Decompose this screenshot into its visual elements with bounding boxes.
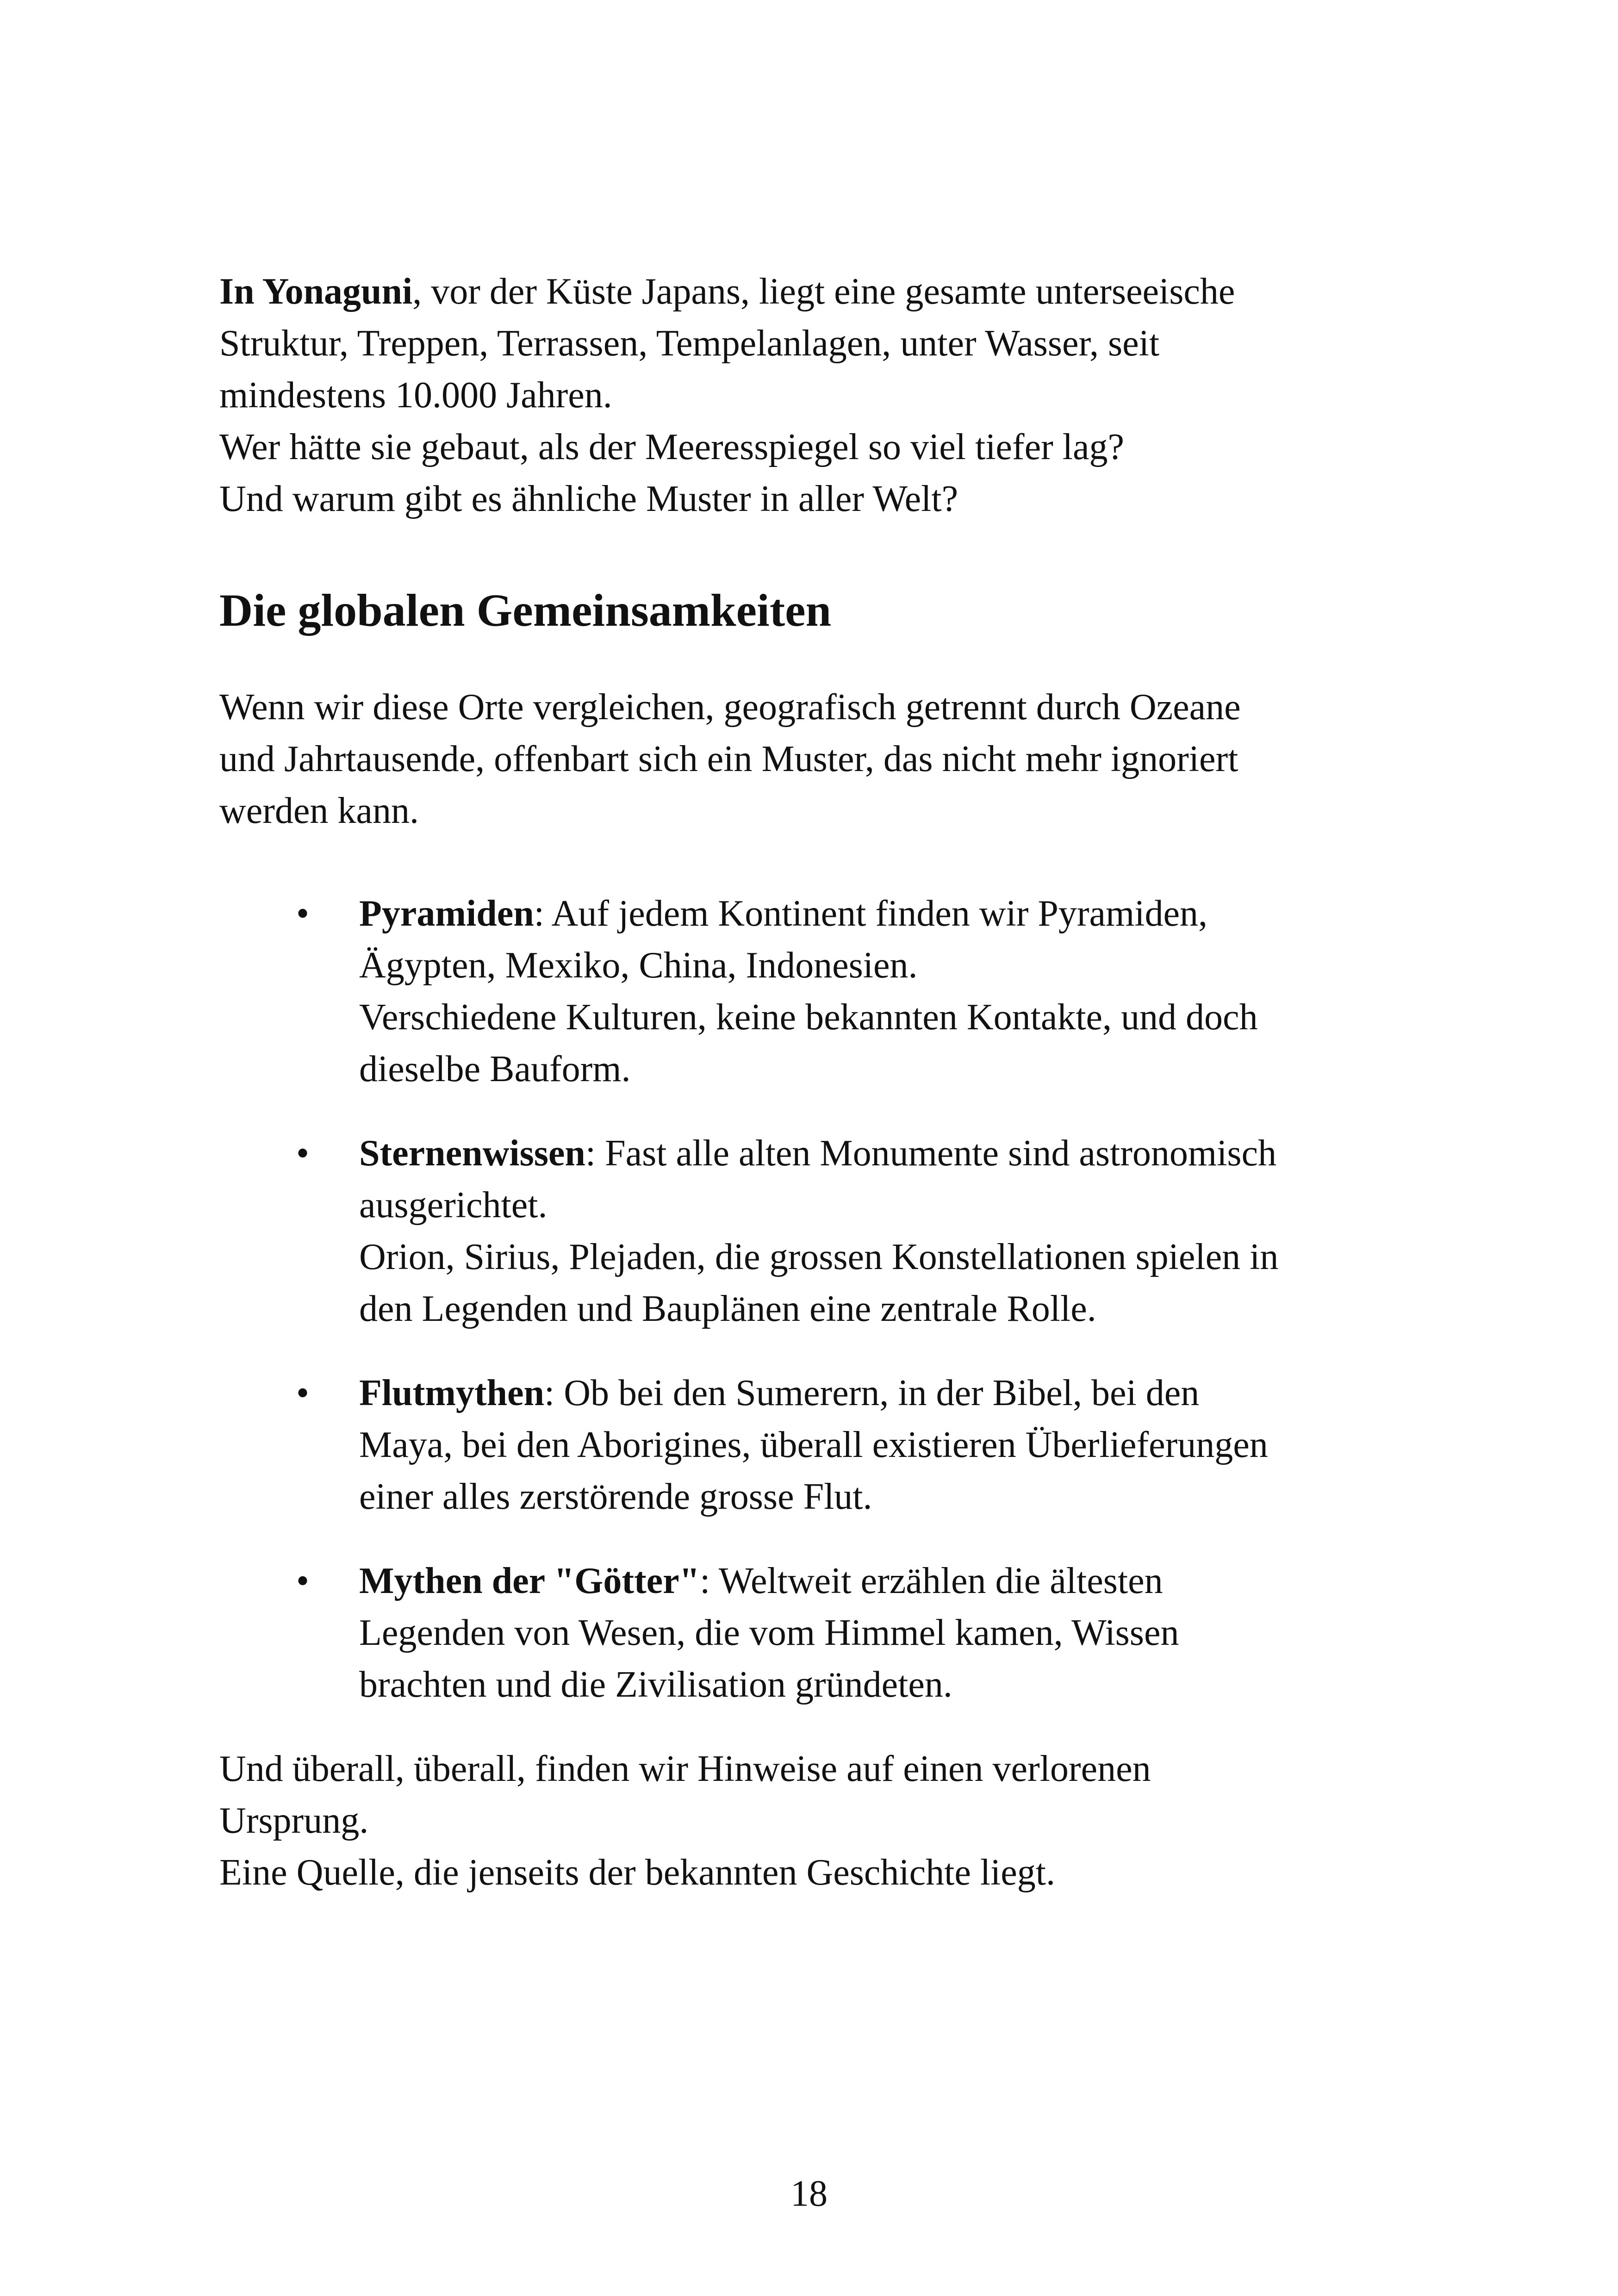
section-lead-paragraph	[219, 681, 1413, 837]
outro-line-1: Und überall, überall, finden wir Hinweise auf einen verlorenen	[219, 1748, 1151, 1789]
bullet-dot-icon: •	[296, 1133, 309, 1174]
bullet-item-flutmythen	[219, 1367, 1413, 1523]
bullet-text-line: brachten und die Zivilisation gründeten.	[359, 1664, 952, 1705]
intro-lead-bold: In Yonaguni	[219, 271, 413, 312]
bullet-text-line: ausgerichtet.	[359, 1185, 548, 1226]
lead-line-2: und Jahrtausende, offenbart sich ein Muster, das nicht mehr ignoriert	[219, 739, 1238, 779]
intro-line-4: Wer hätte sie gebaut, als der Meeresspiegel so viel tiefer lag?	[219, 427, 1124, 467]
bullet-list	[219, 888, 1413, 1711]
bullet-item-sternenwissen	[219, 1127, 1413, 1335]
bullet-text-line: Legenden von Wesen, die vom Himmel kamen, Wissen	[359, 1612, 1179, 1653]
bullet-item-goetter	[219, 1555, 1413, 1711]
bullet-dot-icon: •	[296, 1373, 309, 1413]
bullet-text-line: den Legenden und Bauplänen eine zentrale Rolle.	[359, 1288, 1096, 1329]
bullet-dot-icon: •	[296, 893, 309, 934]
bullet-text-line: : Auf jedem Kontinent finden wir Pyramiden,	[534, 893, 1208, 934]
outro-line-3: Eine Quelle, die jenseits der bekannten Geschichte liegt.	[219, 1852, 1056, 1893]
bullet-title: Sternenwissen	[359, 1133, 585, 1174]
intro-line-5: Und warum gibt es ähnliche Muster in aller Welt?	[219, 479, 958, 519]
bullet-title: Flutmythen	[359, 1373, 544, 1413]
bullet-text-line: dieselbe Bauform.	[359, 1049, 631, 1089]
outro-line-2: Ursprung.	[219, 1800, 369, 1841]
outro-paragraph	[219, 1743, 1413, 1898]
bullet-text-line: Maya, bei den Aborigines, überall existieren Überlieferungen	[359, 1425, 1268, 1465]
intro-paragraph	[219, 266, 1413, 525]
intro-line-3: mindestens 10.000 Jahren.	[219, 375, 612, 416]
bullet-dot-icon: •	[296, 1561, 309, 1601]
lead-line-3: werden kann.	[219, 790, 419, 831]
bullet-title: Mythen der "Götter"	[359, 1561, 700, 1601]
bullet-text-line: : Weltweit erzählen die ältesten	[700, 1561, 1163, 1601]
bullet-text-line: Orion, Sirius, Plejaden, die grossen Konstellationen spielen in	[359, 1237, 1279, 1277]
bullet-item-pyramiden	[219, 888, 1413, 1095]
lead-line-1: Wenn wir diese Orte vergleichen, geografisch getrennt durch Ozeane	[219, 687, 1241, 728]
intro-line-1: , vor der Küste Japans, liegt eine gesamte unterseeische	[412, 271, 1235, 312]
page-number: 18	[790, 2173, 828, 2214]
bullet-text-line: : Fast alle alten Monumente sind astronomisch	[585, 1133, 1276, 1174]
bullet-text-line: einer alles zerstörende grosse Flut.	[359, 1476, 872, 1517]
page-body	[219, 266, 1413, 1898]
section-heading: Die globalen Gemeinsamkeiten	[219, 585, 832, 636]
bullet-text-line: Verschiedene Kulturen, keine bekannten Kontakte, und doch	[359, 997, 1258, 1038]
bullet-text-line: : Ob bei den Sumerern, in der Bibel, bei den	[544, 1373, 1200, 1413]
bullet-title: Pyramiden	[359, 893, 534, 934]
intro-line-2: Struktur, Treppen, Terrassen, Tempelanlagen, unter Wasser, seit	[219, 323, 1160, 364]
bullet-text-line: Ägypten, Mexiko, China, Indonesien.	[359, 945, 918, 986]
